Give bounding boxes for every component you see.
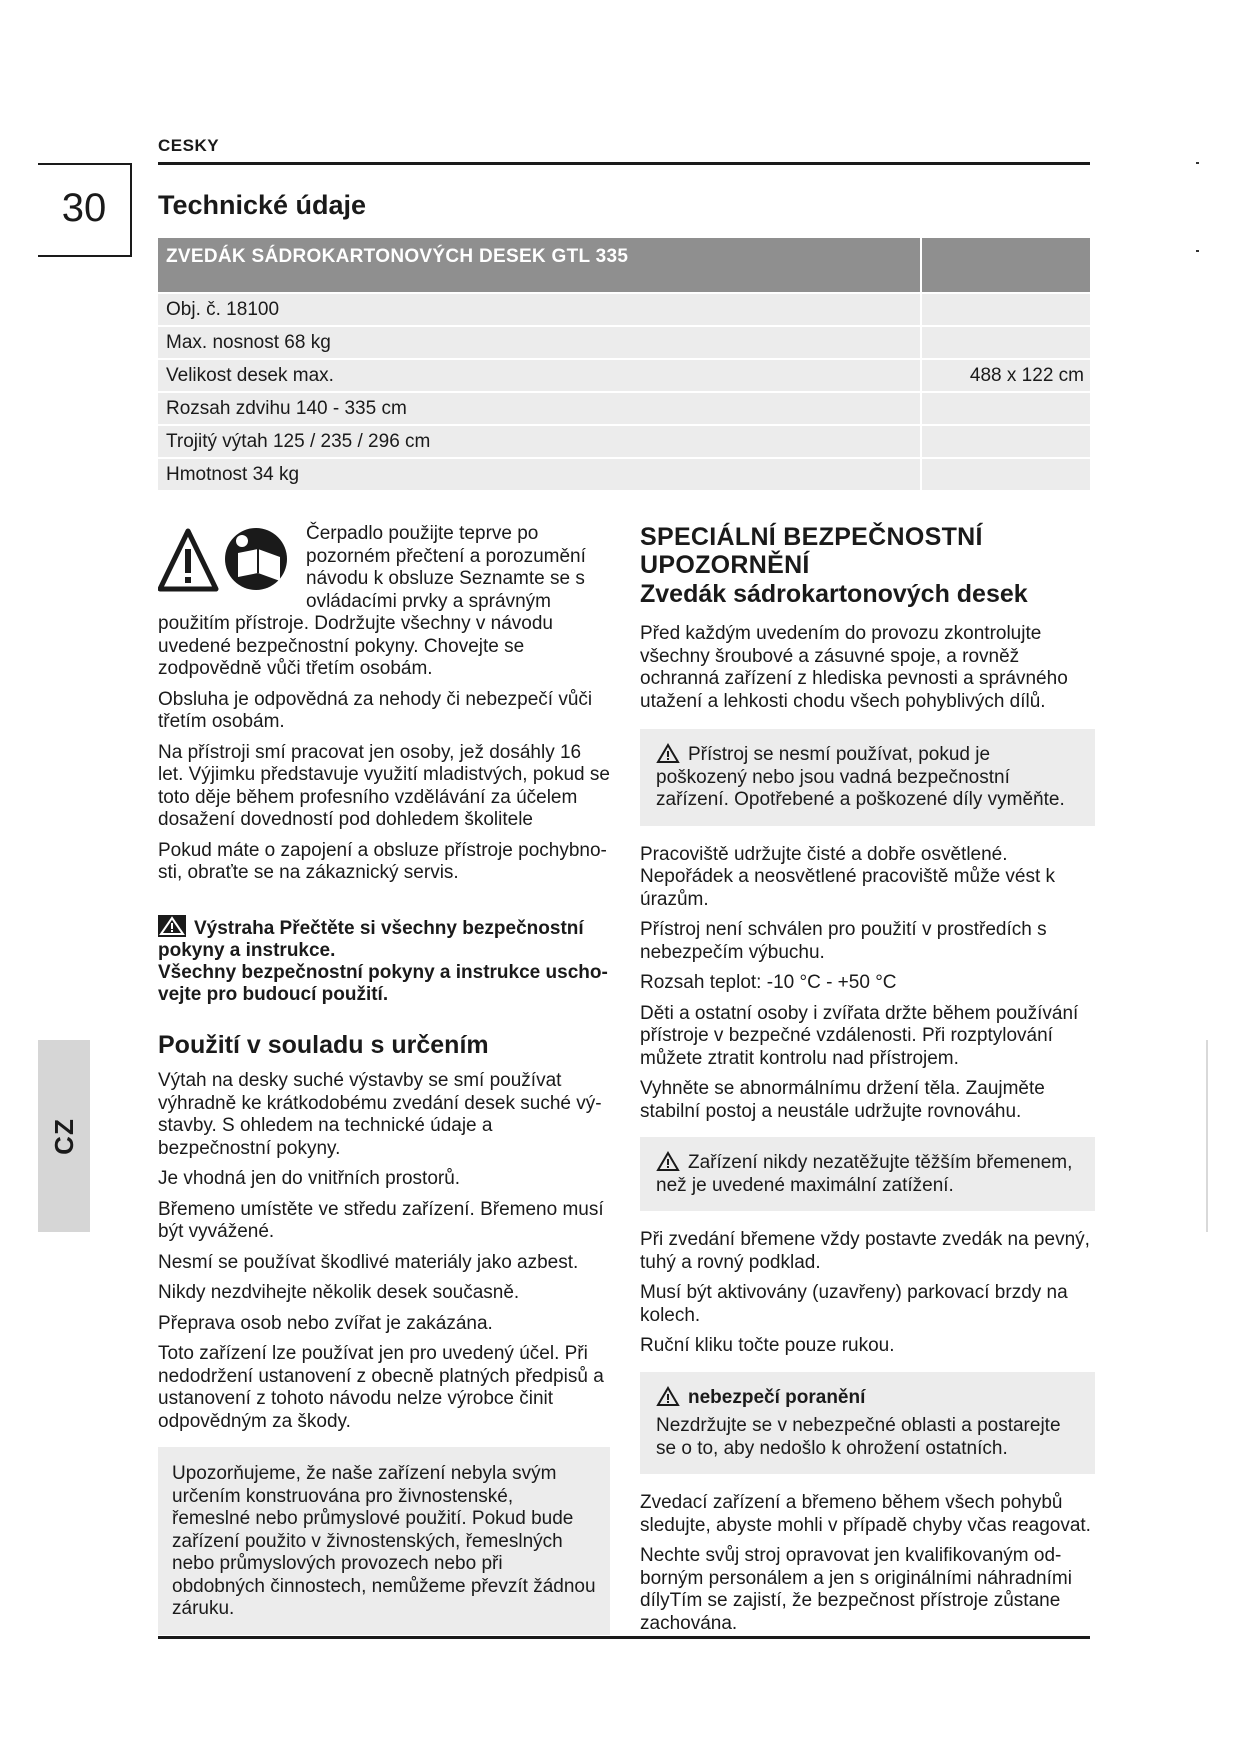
- spec-table-heading-empty: [922, 238, 1090, 292]
- safety-paragraph: Před každým uvedením do provozu zkontrolujte všechny šroubové a zásuvné spoje, a rovněž ochranná zařízení z hlediska pevnosti a správného utažení a lehkosti chodu všech pohyblivých dílů.: [640, 623, 1068, 712]
- intro-paragraph: Čerpadlo použijte teprve po pozorném přečtení a porozumění návodu k obsluze Seznamte se s ovládacími prvky a správným použitím přístroje. Dodržujte všechny v návodu uvedené bezpečnostní pokyny. Chovejte se zodpovědně vůči třetím osobám.: [158, 523, 586, 679]
- spec-value: [922, 426, 1090, 457]
- page-number: 30: [61, 186, 107, 230]
- safety-paragraph: Rozsah teplot: -10 °C - +50 °C: [640, 972, 897, 993]
- spec-label: Trojitý výtah 125 / 235 / 296 cm: [158, 426, 920, 457]
- warning-notice: [158, 915, 610, 1006]
- safety-paragraph: Zvedací zařízení a břemeno během všech pohybů sledujte, abyste mohli v případě chyby včas reagovat.: [640, 1492, 1091, 1536]
- injury-box: [640, 1372, 1095, 1475]
- section-title: Použití v souladu s určením: [158, 1030, 489, 1059]
- caution-text: [656, 743, 1079, 812]
- spec-label: Velikost desek max.: [158, 360, 920, 391]
- margin-line: [1206, 1040, 1208, 1232]
- spec-value: [922, 294, 1090, 325]
- section-paragraph: Výtah na desky suché výstavby se smí používat výhradně ke krátkodobému zvedání desek suché vý-stavby. S ohledem na technické údaje a bezpečnostní pokyny.: [158, 1070, 602, 1159]
- spec-value: [922, 393, 1090, 424]
- caution-text-content: Zařízení nikdy nezatěžujte těžším břemenem, než je uvedené maximální zatížení.: [656, 1152, 1073, 1196]
- spec-table: [158, 238, 1090, 490]
- caution-text-content: Přístroj se nesmí používat, pokud je poškozený nebo jsou vadná bezpečnostní zařízení. Opotřebené a poškozené díly vyměňte.: [656, 744, 1065, 810]
- spec-label: Max. nosnost 68 kg: [158, 327, 920, 358]
- warning-line-2: Všechny bezpečnostní pokyny a instrukce uscho-vejte pro budoucí použití.: [158, 961, 608, 1005]
- intro-paragraph: Na přístroji smí pracovat jen osoby, jež dosáhly 16 let. Výjimku představuje využití mladistvých, pokud se toto děje během profesního vzdělávání za účelem dosažení dovedností pod dohledem školitele: [158, 741, 610, 830]
- table-row: [158, 459, 1090, 490]
- caution-box: [640, 1137, 1095, 1211]
- section-paragraph: Nikdy nezdvihejte několik desek současně.: [158, 1282, 520, 1303]
- warning-triangle-icon: [158, 527, 292, 595]
- warning-icon: [656, 1151, 680, 1172]
- spec-label: Obj. č. 18100: [158, 294, 920, 325]
- safety-paragraph: Pracoviště udržujte čisté a dobře osvětlené. Nepořádek a neosvětlené pracoviště může vést k úrazům.: [640, 843, 1056, 910]
- bottom-rule: [158, 1636, 1090, 1639]
- warning-line-1: Výstraha Přečtěte si všechny bezpečnostní pokyny a instrukce.: [158, 917, 584, 961]
- spec-table-header: [158, 238, 1090, 292]
- spec-label: Rozsah zdvihu 140 - 335 cm: [158, 393, 920, 424]
- injury-text: Nezdržujte se v nebezpečné oblasti a postarejte se o to, aby nedošlo k ohrožení ostatních.: [656, 1415, 1061, 1459]
- caution-text: [656, 1151, 1079, 1197]
- table-row: [158, 360, 1090, 391]
- table-row: [158, 393, 1090, 424]
- injury-title-text: nebezpečí poranění: [688, 1386, 866, 1408]
- right-column: [640, 523, 1095, 1643]
- spec-value: [922, 459, 1090, 490]
- section-paragraph: Přeprava osob nebo zvířat je zakázána.: [158, 1312, 493, 1334]
- left-column: [158, 523, 610, 1653]
- safety-subtitle: Zvedák sádrokartonových desek: [640, 580, 1028, 608]
- warning-icons: [158, 527, 292, 595]
- table-row: [158, 294, 1090, 325]
- safety-paragraph: Vyhněte se abnormálnímu držení těla. Zaujměte stabilní postoj a neustále udržujte rovnováhu.: [640, 1078, 1045, 1122]
- table-row: [158, 327, 1090, 358]
- spec-table-heading: ZVEDÁK SÁDROKARTONOVÝCH DESEK GTL 335: [158, 238, 920, 292]
- section-paragraph: Toto zařízení lze používat jen pro uvedený účel. Při nedodržení ustanovení z obecně platných předpisů a ustanovení z tohoto návodu nelze výrobce činit odpovědným za škody.: [158, 1343, 604, 1432]
- top-rule: [158, 162, 1090, 165]
- margin-tick: [1196, 162, 1199, 164]
- safety-paragraph: Při zvedání břemene vždy postavte zvedák na pevný, tuhý a rovný podklad.: [640, 1229, 1090, 1273]
- safety-paragraph: Přístroj není schválen pro použití v prostředích s nebezpečím výbuchu.: [640, 919, 1047, 963]
- warning-box-icon: [158, 915, 186, 937]
- safety-paragraph: Musí být aktivovány (uzavřeny) parkovací brzdy na kolech.: [640, 1282, 1068, 1326]
- side-tab-text: CZ: [48, 1117, 79, 1155]
- injury-title: [656, 1386, 1079, 1410]
- language-side-tab-label: [38, 1040, 90, 1232]
- table-row: [158, 426, 1090, 457]
- safety-title: SPECIÁLNÍ BEZPEČNOSTNÍ UPOZORNĚNÍ: [640, 523, 983, 579]
- intro-paragraph: Obsluha je odpovědná za nehody či nebezpečí vůči třetím osobám.: [158, 688, 593, 732]
- caution-box: [640, 729, 1095, 826]
- notice-box: [158, 1447, 610, 1635]
- safety-paragraph: Nechte svůj stroj opravovat jen kvalifikovaným od-borným personálem a jen s originálními náhradními dílyTím se zajistí, že bezpečnost přístroje zůstane zachována.: [640, 1545, 1072, 1634]
- page-title: Technické údaje: [158, 190, 367, 220]
- warning-icon: [656, 743, 680, 764]
- notice-text: Upozorňujeme, že naše zařízení nebyla svým určením konstruována pro živnostenské, řemeslné nebo průmyslové použití. Pokud bude zařízení použito v živnostenských, řemeslných nebo průmyslových provozech nebo při obdobných činnostech, nemůžeme převzít žádnou záruku.: [172, 1463, 596, 1619]
- section-paragraph: Je vhodná jen do vnitřních prostorů.: [158, 1168, 461, 1189]
- spec-label: Hmotnost 34 kg: [158, 459, 920, 490]
- spec-value: 488 x 122 cm: [922, 360, 1090, 391]
- warning-icon: [656, 1386, 680, 1407]
- language-label: CESKY: [158, 136, 220, 155]
- safety-paragraph: Ruční kliku točte pouze rukou.: [640, 1335, 895, 1356]
- spec-value: [922, 327, 1090, 358]
- section-paragraph: Břemeno umístěte ve středu zařízení. Břemeno musí být vyvážené.: [158, 1198, 604, 1242]
- section-paragraph: Nesmí se používat škodlivé materiály jako azbest.: [158, 1251, 579, 1273]
- margin-tick: [1196, 250, 1199, 252]
- intro-paragraph: Pokud máte o zapojení a obsluze přístroje pochybno-sti, obraťte se na zákaznický servis.: [158, 839, 607, 883]
- safety-paragraph: Děti a ostatní osoby i zvířata držte během používání přístroje v bezpečné vzdálenosti. Při rozptylování můžete ztratit kontrolu nad přístrojem.: [640, 1002, 1079, 1069]
